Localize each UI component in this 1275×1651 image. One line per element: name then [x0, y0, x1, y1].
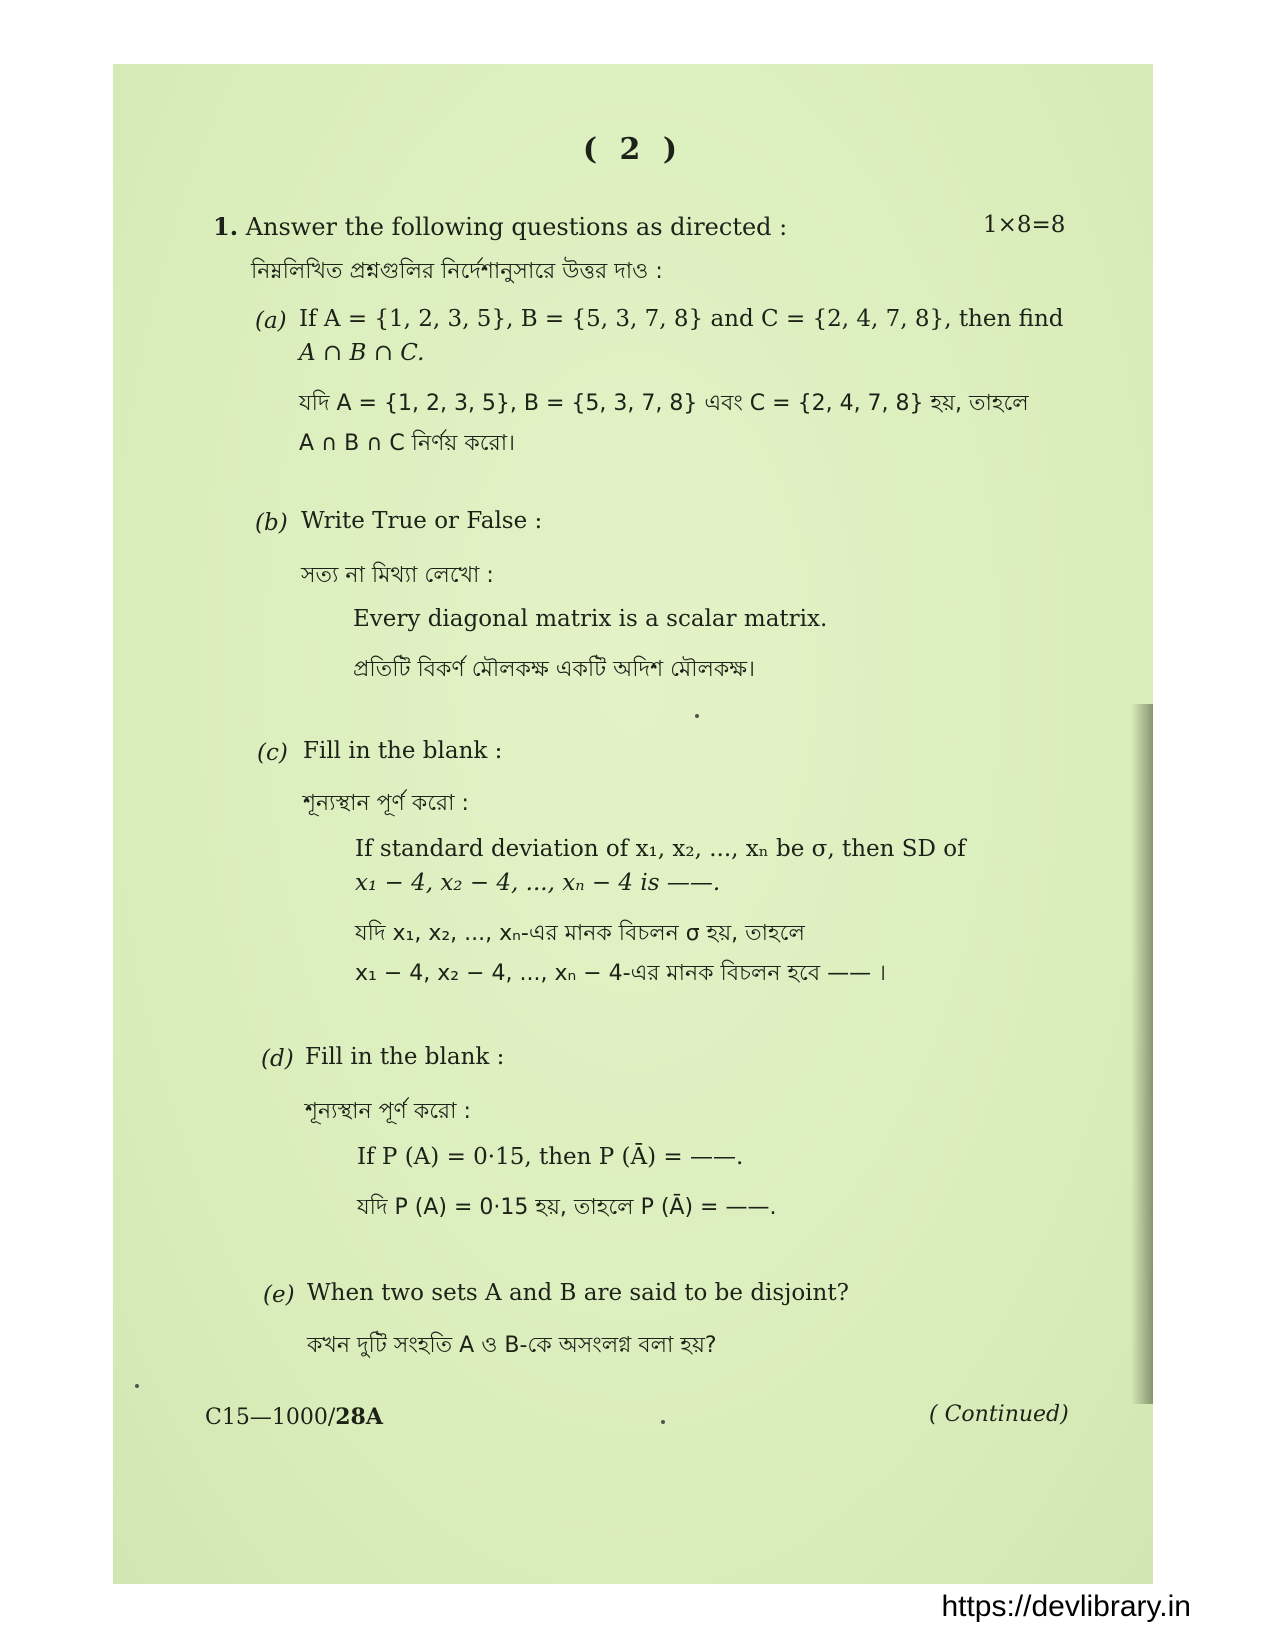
- part-c-bengali-1: শূন্যস্থান পূর্ণ করো :: [303, 791, 469, 816]
- paper-speck: [135, 1384, 139, 1388]
- page-shadow-edge: [1131, 704, 1153, 1404]
- question-title-text: Answer the following questions as directed :: [245, 213, 788, 241]
- part-a-label: (a): [255, 308, 287, 334]
- part-c-bengali-statement-2: x₁ − 4, x₂ − 4, ..., xₙ − 4-এর মানক বিচলন হবে —— ।: [355, 961, 886, 986]
- part-e-line-1: When two sets A and B are said to be disjoint?: [307, 1280, 849, 1306]
- paper-speck: [661, 1420, 665, 1424]
- part-a-line-2: A ∩ B ∩ C.: [299, 340, 425, 366]
- paper-code-bold: 28A: [335, 1404, 383, 1430]
- paper-speck: [695, 714, 699, 718]
- paper-code-prefix: C15—1000/: [205, 1405, 336, 1430]
- source-url-watermark: https://devlibrary.in: [941, 1590, 1191, 1623]
- part-c-bengali-statement-1: যদি x₁, x₂, ..., xₙ-এর মানক বিচলন σ হয়, তাহলে: [355, 921, 805, 946]
- part-a-bengali-2: A ∩ B ∩ C নির্ণয় করো।: [299, 431, 515, 456]
- paper-code: [205, 1404, 383, 1430]
- part-b-label: (b): [255, 510, 288, 536]
- page-number: ( 2 ): [582, 132, 684, 167]
- part-b-line-1: Write True or False :: [301, 508, 543, 534]
- part-d-bengali-1: শূন্যস্থান পূর্ণ করো :: [305, 1099, 471, 1124]
- question-title-bengali: নিম্নলিখিত প্রশ্নগুলির নির্দেশানুসারে উত্তর দাও :: [251, 259, 663, 284]
- part-c-label: (c): [257, 740, 288, 766]
- part-d-bengali-statement-1: যদি P (A) = 0·15 হয়, তাহলে P (Ā) = ——.: [357, 1195, 777, 1220]
- part-d-line-1: Fill in the blank :: [305, 1044, 505, 1070]
- part-e-bengali-1: কখন দুটি সংহতি A ও B-কে অসংলগ্ন বলা হয়?: [307, 1333, 717, 1358]
- part-a-line-1: If A = {1, 2, 3, 5}, B = {5, 3, 7, 8} and C = {2, 4, 7, 8}, then find: [299, 306, 1064, 332]
- part-b-statement: Every diagonal matrix is a scalar matrix.: [353, 606, 828, 632]
- question-number: 1.: [213, 212, 239, 241]
- question-title: [213, 212, 787, 241]
- part-e-label: (e): [263, 1282, 295, 1308]
- part-b-statement-bengali: প্রতিটি বিকর্ণ মৌলকক্ষ একটি অদিশ মৌলকক্ষ।: [353, 657, 755, 682]
- part-c-statement-1: If standard deviation of x₁, x₂, ..., xₙ be σ, then SD of: [355, 836, 966, 862]
- part-c-line-1: Fill in the blank :: [303, 738, 503, 764]
- part-c-statement-2: x₁ − 4, x₂ − 4, ..., xₙ − 4 is ——.: [355, 870, 721, 896]
- part-d-statement-1: If P (A) = 0·15, then P (Ā) = ——.: [357, 1144, 744, 1170]
- question-marks: 1×8=8: [983, 212, 1066, 238]
- continued-label: ( Continued): [929, 1402, 1069, 1427]
- part-b-bengali-1: সত্য না মিথ্যা লেখো :: [301, 563, 494, 588]
- part-d-label: (d): [261, 1046, 294, 1072]
- exam-page: [113, 64, 1153, 1584]
- part-a-bengali-1: যদি A = {1, 2, 3, 5}, B = {5, 3, 7, 8} এবং C = {2, 4, 7, 8} হয়, তাহলে: [299, 391, 1029, 416]
